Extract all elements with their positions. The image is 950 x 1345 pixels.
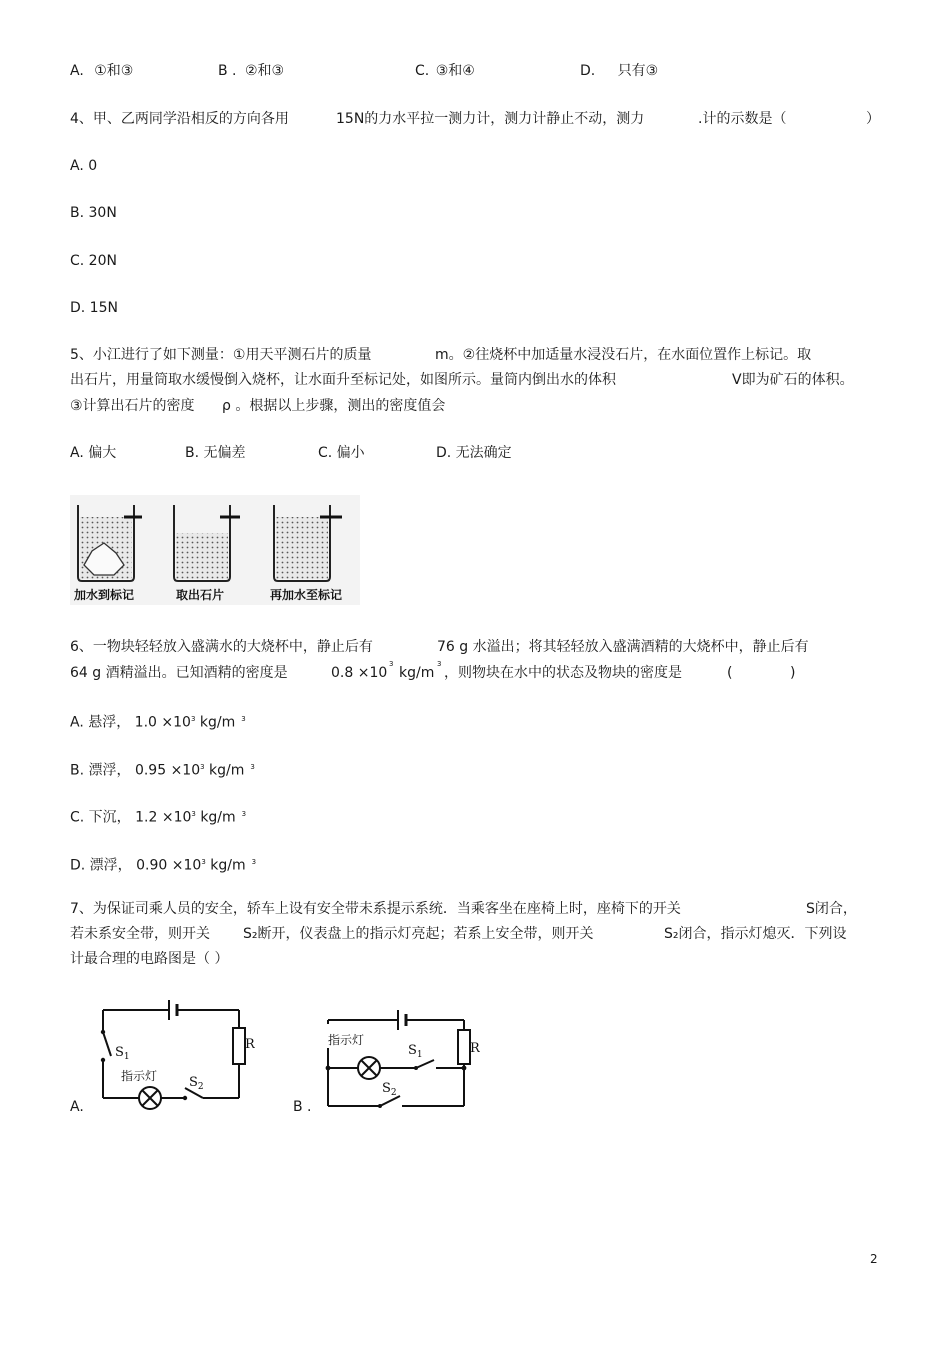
option-text: B. 漂浮， 0.95 ×10 xyxy=(70,762,201,779)
unit: kg/m xyxy=(210,857,246,874)
option-letter: B . xyxy=(218,63,237,79)
beaker-figure xyxy=(70,495,360,605)
q7-line-3: 计最合理的电路图是（ ） xyxy=(70,951,229,967)
q5-line-2b: V即为矿石的体积。 xyxy=(732,372,854,388)
q3-option-b xyxy=(218,62,284,80)
q5-option-c: C. 偏小 xyxy=(318,445,365,461)
junction-dot xyxy=(462,1066,467,1071)
q6-line-2d: ，则物块在水中的状态及物块的密度是 xyxy=(444,665,682,681)
q4-stem-part-2: 15N的力水平拉一测力计，测力计静止不动，测力 xyxy=(336,111,645,127)
exponent: 3 xyxy=(241,810,247,818)
lamp-label: 指示灯 xyxy=(328,1033,365,1047)
q6-option-d xyxy=(70,853,256,875)
lamp-label: 指示灯 xyxy=(121,1069,158,1083)
q6-line-1b: 76 g 水溢出；将其轻轻放入盛满酒精的大烧杯中，静止后有 xyxy=(437,639,809,655)
q6-line-2a: 64 g 酒精溢出。已知酒精的密度是 xyxy=(70,665,288,681)
option-text: A. 悬浮， 1.0 ×10 xyxy=(70,714,191,731)
q3-option-c xyxy=(415,62,475,80)
r-label: R xyxy=(470,1041,480,1056)
exponent: 3 xyxy=(250,763,255,771)
switch-s1 xyxy=(416,1060,434,1068)
q5-line-1a: 5、小江进行了如下测量：①用天平测石片的质量 xyxy=(70,347,372,363)
s1-label: $S_1$ xyxy=(115,1045,130,1062)
q3-option-a xyxy=(70,62,133,80)
q6-line-2f: ) xyxy=(790,665,796,681)
page-number: 2 xyxy=(870,1252,878,1266)
unit: kg/m xyxy=(209,762,245,779)
q6-line-2b: 0.8 ×10 xyxy=(331,665,388,681)
q6-exponent: 3 xyxy=(389,660,394,668)
exponent: 3 xyxy=(201,858,206,866)
option-text: ①和③ xyxy=(94,63,134,79)
option-letter: D. xyxy=(580,63,596,79)
option-letter: A. xyxy=(70,63,84,79)
q7-option-b-label: B . xyxy=(293,1099,312,1115)
q5-option-a: A. 偏大 xyxy=(70,445,117,461)
q7-line-2b: S₂断开，仪表盘上的指示灯亮起；若系上安全带，则开关 xyxy=(243,926,594,942)
q5-option-d: D. 无法确定 xyxy=(436,445,512,461)
q6-line-2e: ( xyxy=(727,665,733,681)
figure-caption-2: 取出石片 xyxy=(176,588,225,602)
option-letter: C. xyxy=(415,63,430,79)
q3-option-d xyxy=(580,62,658,80)
exponent: 3 xyxy=(200,763,205,771)
unit: kg/m xyxy=(200,809,236,826)
q4-option-c: C. 20N xyxy=(70,253,117,269)
s1-label: $S_1$ xyxy=(408,1043,423,1060)
q7-line-2a: 若未系安全带，则开关 xyxy=(70,926,210,942)
s2-label: $S_2$ xyxy=(382,1081,397,1098)
option-text: D. 漂浮， 0.90 ×10 xyxy=(70,857,202,874)
figure-caption-1: 加水到标记 xyxy=(74,588,135,602)
option-text: 只有③ xyxy=(617,63,659,79)
option-text: ②和③ xyxy=(244,63,285,79)
r-label: R xyxy=(245,1037,255,1052)
q4-stem-part-3: .计的示数是（ xyxy=(698,111,787,127)
circuit-b-top-left-wire xyxy=(320,1008,400,1053)
resistor xyxy=(233,1028,245,1064)
unit: kg/m xyxy=(199,714,236,731)
q5-line-2a: 出石片，用量筒取水缓慢倒入烧杯，让水面升至标记处，如图所示。量筒内倒出水的体积 xyxy=(70,372,616,388)
q7-option-a-label: A. xyxy=(70,1099,84,1115)
q4-option-b: B. 30N xyxy=(70,205,117,221)
switch-s1 xyxy=(103,1032,111,1056)
q6-option-a xyxy=(70,710,246,732)
q4-stem-part-1: 4、甲、乙两同学沿相反的方向各用 xyxy=(70,111,289,127)
q4-option-d: D. 15N xyxy=(70,300,118,316)
q5-line-3b: ρ 。根据以上步骤，测出的密度值会 xyxy=(222,398,446,414)
figure-caption-3: 再加水至标记 xyxy=(270,588,343,602)
q7-line-1a: 7、为保证司乘人员的安全，轿车上设有安全带未系提示系统．当乘客坐在座椅上时，座椅下的开关 xyxy=(70,901,681,917)
option-text: ③和④ xyxy=(435,63,475,79)
s2-label: $S_2$ xyxy=(189,1075,204,1092)
exponent: 3 xyxy=(190,715,196,723)
q4-stem-part-4: ） xyxy=(866,111,880,127)
q6-option-c xyxy=(70,805,246,827)
q5-line-1b: m。②往烧杯中加适量水浸没石片，在水面位置作上标记。取 xyxy=(435,347,812,363)
q5-line-3a: ③计算出石片的密度 xyxy=(70,398,195,414)
q5-option-b: B. 无偏差 xyxy=(185,445,246,461)
q6-option-b xyxy=(70,758,255,780)
exponent: 3 xyxy=(251,858,257,866)
q6-line-1a: 6、一物块轻轻放入盛满水的大烧杯中，静止后有 xyxy=(70,639,373,655)
exponent: 3 xyxy=(191,810,196,818)
circuit-diagram-a xyxy=(95,990,255,1110)
junction-dot xyxy=(326,1066,331,1071)
q6-line-2c: kg/m xyxy=(399,665,435,681)
option-text: C. 下沉， 1.2 ×10 xyxy=(70,809,192,826)
resistor xyxy=(458,1030,470,1064)
exponent: 3 xyxy=(241,715,246,723)
q7-line-1b: S闭合， xyxy=(806,901,857,917)
q6-exponent: 3 xyxy=(437,660,442,668)
q4-option-a: A. 0 xyxy=(70,158,98,174)
q7-line-2c: S₂闭合，指示灯熄灭．下列设 xyxy=(664,926,847,942)
